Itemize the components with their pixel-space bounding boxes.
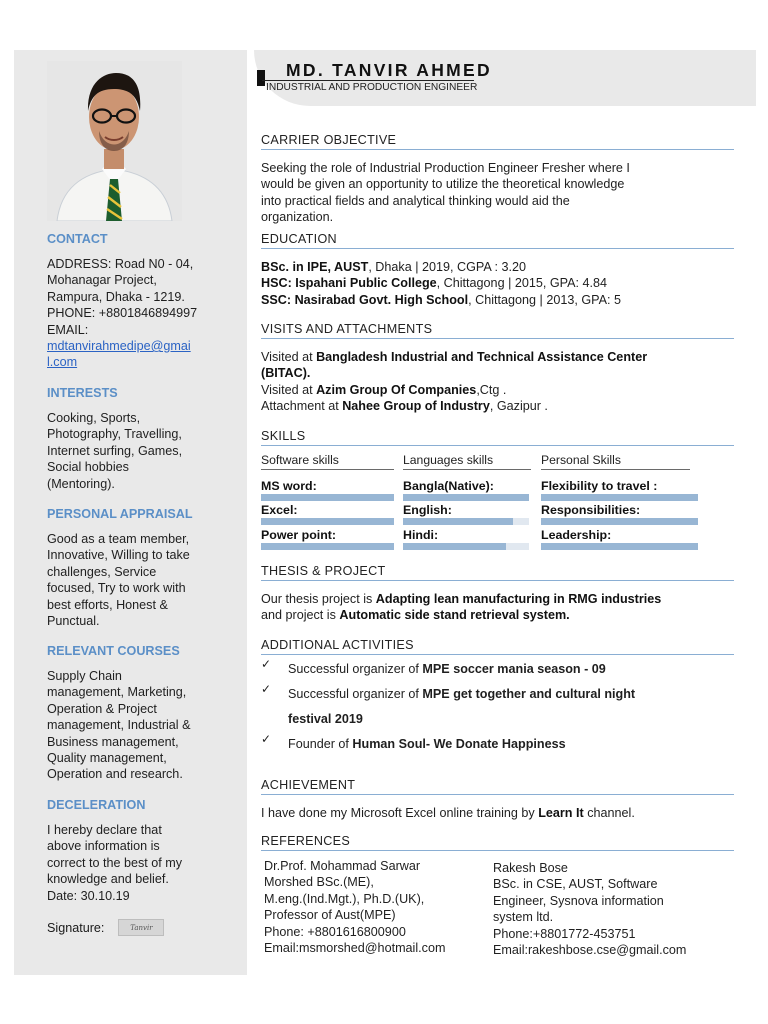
skill-level-bar bbox=[541, 543, 698, 550]
thesis-heading: THESIS & PROJECT bbox=[261, 564, 734, 581]
reference-1 bbox=[264, 858, 489, 956]
activity-event: MPE get together and cultural night bbox=[422, 687, 636, 701]
reference-line: Morshed BSc.(ME), bbox=[264, 875, 374, 890]
declaration-line: correct to the best of my bbox=[47, 855, 183, 870]
education-detail: , Chittagong | 2013, GPA: 5 bbox=[468, 292, 621, 307]
achievement-prefix: I have done my Microsoft Excel online training by bbox=[261, 806, 539, 820]
visits-list bbox=[261, 349, 731, 415]
courses-line: Operation and research. bbox=[47, 767, 183, 782]
skill-label: Excel: bbox=[261, 503, 298, 517]
interests-line: Cooking, Sports, bbox=[47, 411, 141, 425]
interests-heading: INTERESTS bbox=[47, 386, 118, 400]
skill-level-fill bbox=[403, 543, 506, 550]
thesis-title: Adapting lean manufacturing in RMG industries bbox=[375, 592, 662, 606]
reference-2 bbox=[493, 860, 738, 958]
skill-label: English: bbox=[403, 503, 452, 517]
reference-line: M.eng.(Ind.Mgt.), Ph.D.(UK), bbox=[264, 891, 425, 906]
project-title: Automatic side stand retrieval system. bbox=[339, 608, 570, 623]
reference-line: Dr.Prof. Mohammad Sarwar bbox=[264, 859, 421, 873]
skill-level-fill bbox=[261, 518, 394, 525]
reference-line: system ltd. bbox=[493, 910, 554, 925]
reference-phone: Phone: +8801616800900 bbox=[264, 924, 406, 939]
skill-level-bar bbox=[403, 518, 529, 525]
software-skills-heading: Software skills bbox=[261, 453, 394, 470]
name-marker bbox=[257, 70, 265, 86]
appraisal-heading: PERSONAL APPRAISAL bbox=[47, 507, 193, 521]
education-heading: EDUCATION bbox=[261, 232, 734, 249]
skill-level-bar bbox=[403, 543, 529, 550]
skill-label: Leadership: bbox=[541, 528, 612, 542]
profile-photo bbox=[47, 61, 182, 221]
achievement-channel: Learn It bbox=[538, 806, 584, 820]
appraisal-line: best efforts, Honest & bbox=[47, 597, 168, 612]
visit-item bbox=[261, 349, 731, 365]
references-heading: REFERENCES bbox=[261, 834, 734, 851]
interests-line: Social hobbies bbox=[47, 460, 129, 475]
activity-item bbox=[261, 732, 731, 757]
thesis-text bbox=[261, 591, 731, 624]
skill-level-fill bbox=[261, 494, 394, 501]
reference-email: Email:msmorshed@hotmail.com bbox=[264, 941, 446, 956]
skill-label: Bangla(Native): bbox=[403, 479, 494, 493]
education-degree: SSC: Nasirabad Govt. High School bbox=[261, 292, 469, 307]
project-prefix: and project is bbox=[261, 608, 340, 623]
reference-line: BSc. in CSE, AUST, Software bbox=[493, 877, 658, 892]
education-degree: HSC: Ispahani Public College bbox=[261, 276, 437, 291]
declaration-line: above information is bbox=[47, 839, 160, 854]
visit-prefix: Visited at bbox=[261, 350, 317, 364]
courses-line: Quality management, bbox=[47, 751, 167, 766]
skill-level-bar bbox=[403, 494, 529, 501]
activity-event-cont: festival 2019 bbox=[288, 712, 363, 726]
education-degree: BSc. in IPE, AUST bbox=[261, 260, 369, 274]
skill-level-bar bbox=[261, 543, 394, 550]
checkmark-icon: ✓ bbox=[261, 732, 272, 746]
appraisal-line: Good as a team member, bbox=[47, 532, 190, 546]
visit-suffix: ,Ctg . bbox=[476, 382, 507, 397]
visit-org-abbr: (BITAC). bbox=[261, 366, 311, 381]
activity-prefix: Founder of bbox=[288, 737, 353, 751]
reference-line: Professor of Aust(MPE) bbox=[264, 908, 396, 923]
address-line: Rampura, Dhaka - 1219. bbox=[47, 289, 185, 304]
visit-item-cont bbox=[261, 365, 731, 381]
checkmark-icon: ✓ bbox=[261, 682, 272, 696]
objective-line: organization. bbox=[261, 210, 334, 225]
skill-level-bar bbox=[541, 494, 698, 501]
objective-line: Seeking the role of Industrial Production Engineer Fresher where I bbox=[261, 161, 630, 175]
activity-item bbox=[261, 682, 731, 732]
interests-line: Photography, Travelling, bbox=[47, 427, 182, 442]
skill-level-fill bbox=[403, 518, 513, 525]
address-line: ADDRESS: Road N0 - 04, bbox=[47, 257, 194, 271]
courses-line: Supply Chain bbox=[47, 669, 122, 683]
reference-line: Engineer, Sysnova information bbox=[493, 893, 664, 908]
achievement-text bbox=[261, 805, 731, 821]
skill-label: MS word: bbox=[261, 479, 317, 493]
applicant-name: MD. TANVIR AHMED bbox=[286, 60, 492, 80]
courses-heading: RELEVANT COURSES bbox=[47, 644, 180, 658]
visit-org: Bangladesh Industrial and Technical Assistance Center bbox=[316, 350, 648, 364]
email-label: EMAIL: bbox=[47, 322, 89, 337]
email-link-line[interactable]: l.com bbox=[47, 355, 78, 370]
appraisal-line: Innovative, Willing to take bbox=[47, 548, 190, 563]
courses-line: Business management, bbox=[47, 734, 179, 749]
achievement-heading: ACHIEVEMENT bbox=[261, 778, 734, 795]
skill-label: Flexibility to travel : bbox=[541, 479, 658, 493]
skill-level-bar bbox=[261, 494, 394, 501]
objective-line: would be given an opportunity to utilize the theoretical knowledge bbox=[261, 177, 625, 192]
declaration-line: knowledge and belief. bbox=[47, 872, 169, 887]
reference-phone: Phone:+8801772-453751 bbox=[493, 926, 636, 941]
education-detail: , Chittagong | 2015, GPA: 4.84 bbox=[436, 276, 608, 291]
activity-event: MPE soccer mania season - 09 bbox=[422, 662, 606, 676]
personal-skills-heading: Personal Skills bbox=[541, 453, 690, 470]
skill-level-fill bbox=[403, 494, 529, 501]
visit-prefix: Attachment at bbox=[261, 399, 343, 414]
signature-label: Signature: bbox=[47, 920, 105, 935]
activity-event: Human Soul- We Donate Happiness bbox=[352, 737, 566, 751]
objective-heading: CARRIER OBJECTIVE bbox=[261, 133, 734, 150]
skill-level-fill bbox=[261, 543, 394, 550]
address-line: Mohanagar Project, bbox=[47, 273, 157, 288]
email-link-line[interactable]: mdtanvirahmedipe@gmai bbox=[47, 339, 191, 354]
visit-org: Azim Group Of Companies bbox=[316, 382, 477, 397]
skill-level-fill bbox=[541, 518, 698, 525]
email-link[interactable] bbox=[47, 338, 237, 371]
thesis-prefix: Our thesis project is bbox=[261, 592, 376, 606]
appraisal-line: focused, Try to work with bbox=[47, 581, 186, 596]
skill-label: Hindi: bbox=[403, 528, 439, 542]
interests-block bbox=[47, 410, 237, 492]
skill-label: Responsibilities: bbox=[541, 503, 641, 517]
skill-level-fill bbox=[541, 543, 698, 550]
declaration-line: I hereby declare that bbox=[47, 823, 162, 837]
declaration-heading: DECELERATION bbox=[47, 798, 146, 812]
visit-item bbox=[261, 382, 731, 398]
visit-suffix: , Gazipur . bbox=[489, 399, 548, 414]
person-portrait-icon bbox=[47, 61, 182, 221]
appraisal-block bbox=[47, 531, 237, 629]
education-item bbox=[261, 275, 731, 291]
activity-text bbox=[288, 682, 635, 732]
courses-line: management, Marketing, bbox=[47, 685, 187, 700]
objective-line: into practical fields and analytical thinking would aid the bbox=[261, 193, 570, 208]
signature-image: Tanvir bbox=[118, 919, 164, 936]
visit-item bbox=[261, 398, 731, 414]
contact-block bbox=[47, 256, 237, 371]
activity-text bbox=[288, 657, 606, 682]
achievement-suffix: channel. bbox=[583, 806, 635, 820]
activity-text bbox=[288, 732, 566, 757]
skill-level-fill bbox=[541, 494, 698, 501]
skill-level-bar bbox=[541, 518, 698, 525]
interests-line: (Mentoring). bbox=[47, 476, 115, 491]
skill-label: Power point: bbox=[261, 528, 337, 542]
declaration-block bbox=[47, 822, 237, 904]
checkmark-icon: ✓ bbox=[261, 657, 272, 671]
signature-row bbox=[47, 919, 164, 936]
skill-level-bar bbox=[261, 518, 394, 525]
contact-heading: CONTACT bbox=[47, 232, 108, 246]
name-underline bbox=[262, 80, 474, 81]
thesis-line bbox=[261, 591, 731, 607]
visit-org: Nahee Group of Industry bbox=[342, 399, 490, 414]
reference-line: Rakesh Bose bbox=[493, 861, 568, 875]
activity-prefix: Successful organizer of bbox=[288, 662, 423, 676]
language-skills-heading: Languages skills bbox=[403, 453, 531, 470]
phone-text: PHONE: +8801846894997 bbox=[47, 306, 198, 321]
visits-heading: VISITS AND ATTACHMENTS bbox=[261, 322, 734, 339]
courses-line: management, Industrial & bbox=[47, 718, 191, 733]
appraisal-line: Punctual. bbox=[47, 614, 100, 629]
education-list bbox=[261, 259, 731, 308]
appraisal-line: challenges, Service bbox=[47, 564, 157, 579]
applicant-role: INDUSTRIAL AND PRODUCTION ENGINEER bbox=[266, 82, 478, 93]
reference-email: Email:rakeshbose.cse@gmail.com bbox=[493, 943, 687, 958]
activity-prefix: Successful organizer of bbox=[288, 687, 423, 701]
courses-block bbox=[47, 668, 237, 783]
skills-heading: SKILLS bbox=[261, 429, 734, 446]
interests-line: Internet surfing, Games, bbox=[47, 443, 183, 458]
education-item bbox=[261, 259, 731, 275]
objective-text bbox=[261, 160, 731, 226]
activity-item bbox=[261, 657, 731, 682]
declaration-date: Date: 30.10.19 bbox=[47, 888, 130, 903]
visit-prefix: Visited at bbox=[261, 382, 317, 397]
courses-line: Operation & Project bbox=[47, 701, 157, 716]
education-item bbox=[261, 292, 731, 308]
activities-heading: ADDITIONAL ACTIVITIES bbox=[261, 638, 734, 655]
education-detail: , Dhaka | 2019, CGPA : 3.20 bbox=[368, 260, 527, 274]
thesis-line bbox=[261, 607, 731, 623]
